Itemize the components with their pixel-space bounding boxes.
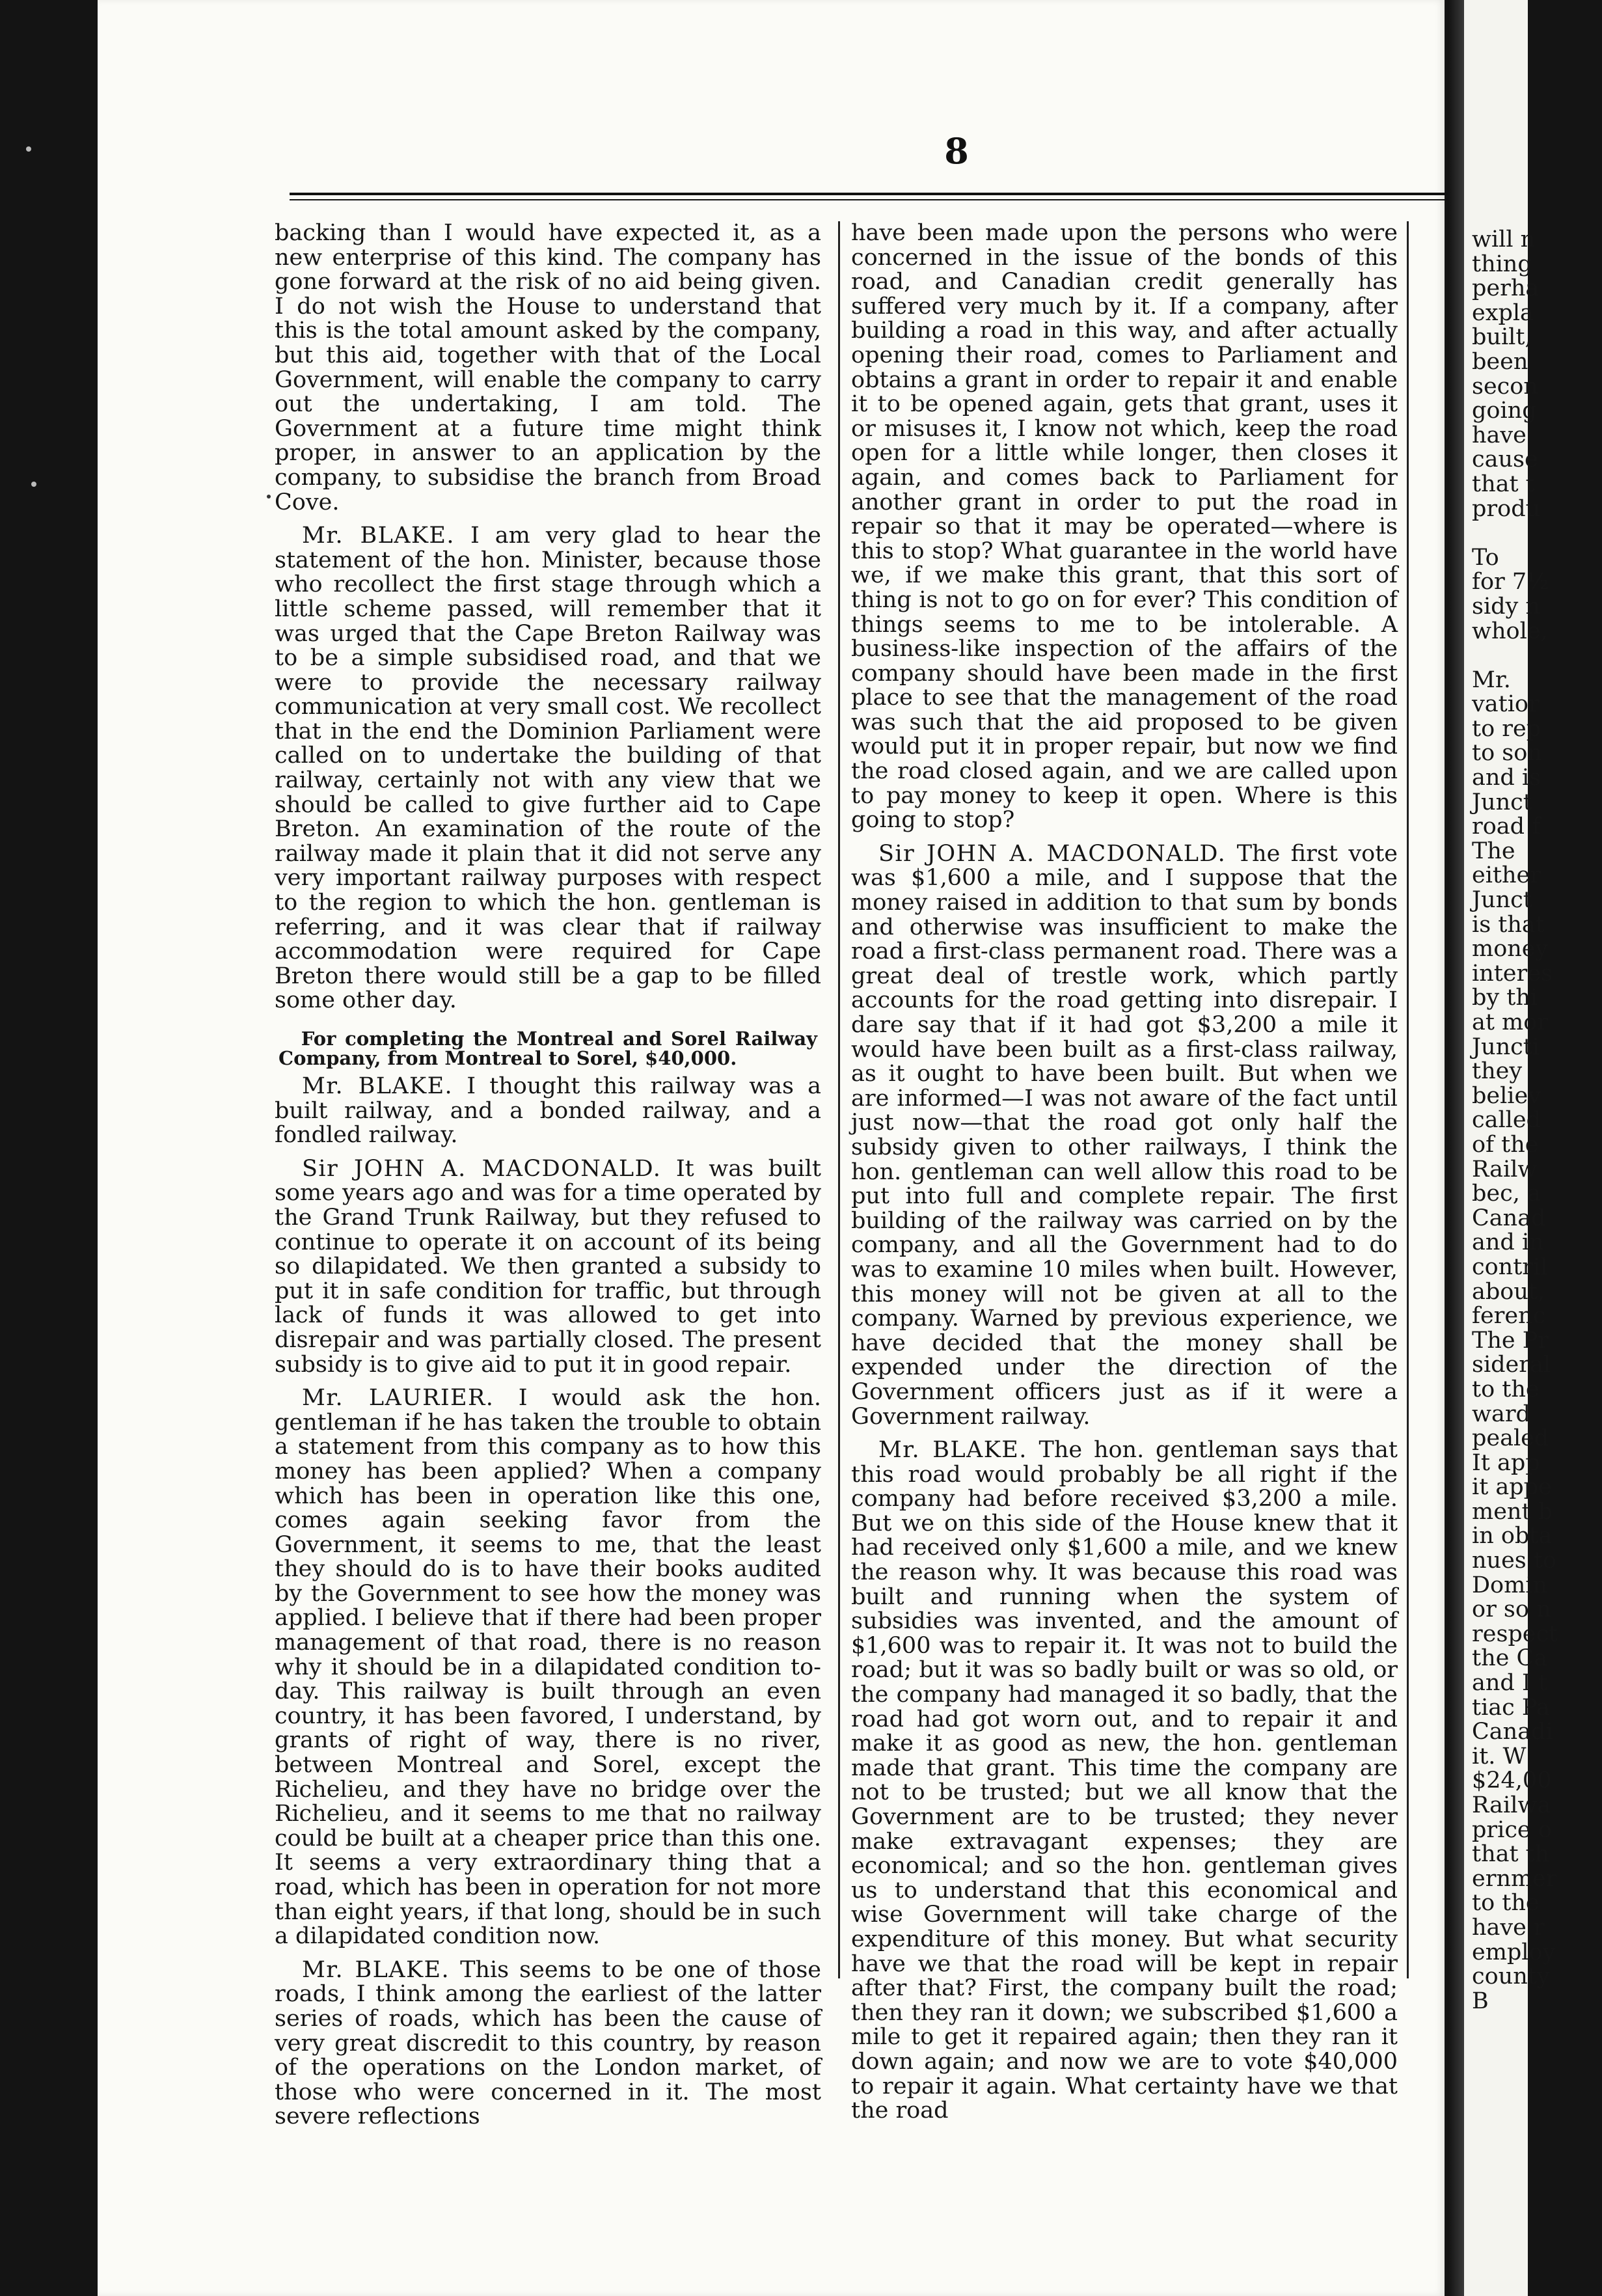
adjacent-page-line: ward xyxy=(1472,1401,1530,1427)
adjacent-page-line: it. W xyxy=(1472,1743,1527,1770)
paragraph xyxy=(851,1438,1398,2124)
paragraph-text: It was built some years ago and was for a time operated by the Grand Trunk Railway, but they refused to continue to operate it on account of its being so dilapidated. We then granted a subsidy to put it in safe condition for traffic, but through lack of funds it was allowed to get into disrepair and was partially closed. The present subsidy is to give aid to put it in good repair. xyxy=(275,1155,821,1378)
paragraph xyxy=(275,1958,821,2129)
adjacent-page-line: called xyxy=(1472,1107,1541,1134)
paragraph-text: I thought this railway was a built railway, and a bonded railway, and a fondled railway. xyxy=(275,1073,821,1149)
text-column-right xyxy=(851,220,1398,2124)
adjacent-page-line: either xyxy=(1472,862,1541,889)
paragraph-text: I would ask the hon. gentleman if he has taken the trouble to obtain a statement from this company as to how this money has been applied? When a company which has been in operation like this one, comes again seeking favor from the Government, it seems to me, that the least they should do is to have their books audited by the Government to see how the money was applied. I believe that if there had been proper management of that road, there is no reason why it should be in a dilapidated condition to-day. This railway is built through an even country, it has been favored, I understand, by grants of right of way, there is no river, between Montreal and Sorel, except the Richelieu, and they have no bridge over the Richelieu, and it seems to me that no railway could be built at a cheaper price than this one. It seems a very extraordinary thing that a road, which has been in operation for not more than eight years, if that long, should be in such a dilapidated condition now. xyxy=(275,1385,821,1950)
scan-speck xyxy=(31,482,36,487)
adjacent-page-line: about, xyxy=(1472,1278,1545,1305)
adjacent-page-line: that th xyxy=(1472,1841,1550,1868)
adjacent-page-line: to the xyxy=(1472,1376,1540,1402)
adjacent-page-line: produ xyxy=(1472,495,1541,522)
adjacent-page-line: is that xyxy=(1472,911,1545,938)
page-number: 8 xyxy=(944,130,969,172)
adjacent-page-line: nues to xyxy=(1472,1548,1557,1574)
adjacent-page-line: ferenc xyxy=(1472,1303,1546,1330)
adjacent-page-line: interes xyxy=(1472,960,1553,987)
adjacent-page-line: To xyxy=(1472,544,1499,571)
adjacent-page-line: that t xyxy=(1472,471,1535,497)
adjacent-page-line: employ xyxy=(1472,1939,1556,1965)
adjacent-page-line: Railw xyxy=(1472,1156,1538,1182)
adjacent-page-line: Railwa xyxy=(1472,1792,1551,1818)
adjacent-page-line: Canadi xyxy=(1472,1719,1553,1745)
paragraph xyxy=(851,221,1398,833)
scan-speck xyxy=(26,146,31,152)
header-rule-top xyxy=(290,193,1513,195)
adjacent-page-line: thing xyxy=(1472,251,1532,277)
adjacent-page-line: at mor xyxy=(1472,1009,1549,1035)
adjacent-page-line: and I t xyxy=(1472,1670,1547,1697)
adjacent-page-line: believ xyxy=(1472,1082,1541,1109)
item-heading: For completing the Montreal and Sorel Railway Company, from Montreal to Sorel, $40,000. xyxy=(278,1028,817,1069)
adjacent-page-line: respect xyxy=(1472,1620,1558,1647)
adjacent-page-line: of the xyxy=(1472,1131,1539,1158)
adjacent-page-line: it appe xyxy=(1472,1474,1552,1501)
adjacent-page-line: $24,00 xyxy=(1472,1768,1552,1794)
adjacent-page-line: expla xyxy=(1472,299,1534,326)
adjacent-page-line: going xyxy=(1472,398,1537,424)
adjacent-page-line: for 7½ xyxy=(1472,569,1549,595)
speaker-name: Sir JOHN A. MACDONALD. xyxy=(302,1155,662,1182)
adjacent-page-line: B xyxy=(1472,1988,1489,2014)
adjacent-page-line: built, xyxy=(1472,324,1532,351)
paragraph-text: The hon. gentleman says that this road would probably be all right if the company had before received $3,200 a mile. But we on this side of the House knew that it had received only $1,600 a mile, and we knew the reason why. It was because this road was built and running when the system of subsidies was invented, and the amount of $1,600 was to repair it. It was not to build the road; but it was so badly built or was so old, or the company had managed it so badly, that the road had got worn out, and to repair it and make it as good as new, the hon. gentleman made that grant. This time the company are not to be trusted; but we all know that the Government are to be trusted; they never make extravagant expenses; they are economical; and so the hon. gentleman gives us to understand that this economical and wise Government will take charge of the expenditure of this money. But what security have we that the road will be kept in repair after that? First, the company built the road; then they ran it down; we subscribed $1,600 a mile to get it repaired again; then they ran it down again; and now we are to vote $40,000 to repair it again. What certainty have we that the road xyxy=(851,1437,1398,2124)
adjacent-page-line: by thi xyxy=(1472,985,1538,1011)
adjacent-page-line: cause xyxy=(1472,446,1538,473)
adjacent-page-line: Domin xyxy=(1472,1572,1548,1598)
adjacent-page-line: county xyxy=(1472,1963,1550,1990)
adjacent-page-line: have r xyxy=(1472,1914,1545,1941)
adjacent-page-line: pealed xyxy=(1472,1425,1549,1452)
column-divider xyxy=(838,221,840,1978)
adjacent-page-line: Canad xyxy=(1472,1205,1546,1231)
adjacent-page-edge xyxy=(1464,0,1558,2296)
adjacent-page-line: will n xyxy=(1472,226,1536,253)
adjacent-page-line: Junct xyxy=(1472,887,1532,914)
adjacent-page-line: road f xyxy=(1472,813,1541,840)
adjacent-page-line: or so n xyxy=(1472,1596,1551,1623)
paragraph-text: I am very glad to hear the statement of the hon. Minister, because those who recollect the first stage through which a little scheme passed, will remember that it was urged that the Cape Breton Railway was to be a simple subsidised road, and that we were to provide the necessary railway communication at very small cost. We recollect that in the end the Dominion Parliament were called on to undertake the building of that railway, certainly not with any view that we should be called to give further aid to Cape Breton. An examination of the route of the railway made it plain that it did not serve any very important railway purposes with respect to the region to which the hon. gentleman is referring, and it was clear that if railway accommodation were required for Cape Breton there would still be a gap to be filled some other day. xyxy=(275,523,821,1014)
adjacent-page-line: in obta xyxy=(1472,1523,1553,1550)
speaker-name: Mr. BLAKE. xyxy=(302,523,455,549)
adjacent-page-line: sideral xyxy=(1472,1352,1551,1378)
adjacent-page-line: It app xyxy=(1472,1449,1540,1476)
paragraph-text: backing than I would have expected it, as a new enterprise of this kind. The company has gone forward at the risk of no aid being given. I do not wish the House to understand that this is the total amount asked by the company, but this aid, together with that of the Local Government, will enable the company to carry out the undertaking, I am told. The Government at a future time might think proper, in answer to an application by the company, to subsidise the branch from Broad Cove. xyxy=(275,220,821,515)
adjacent-page-line: The Pr xyxy=(1472,1327,1549,1354)
adjacent-page-line: tiac Pa xyxy=(1472,1694,1550,1721)
adjacent-page-line: whole, xyxy=(1472,618,1548,644)
adjacent-page-line: to rep xyxy=(1472,715,1541,742)
adjacent-page-line: they xyxy=(1472,1058,1523,1085)
adjacent-page-line: to the xyxy=(1472,1890,1540,1917)
paragraph xyxy=(275,221,821,515)
adjacent-page-line: price o xyxy=(1472,1816,1552,1843)
paragraph xyxy=(275,1386,821,1949)
column-divider-right xyxy=(1407,221,1409,1978)
adjacent-page-line xyxy=(1472,521,1602,546)
adjacent-page-line: the Ca xyxy=(1472,1645,1548,1672)
scan-speck xyxy=(267,495,271,499)
adjacent-page-line: and in xyxy=(1472,1229,1544,1256)
adjacent-page-line: have xyxy=(1472,422,1527,448)
speaker-name: Sir JOHN A. MACDONALD. xyxy=(878,840,1227,867)
adjacent-page-line: contril xyxy=(1472,1253,1548,1280)
adjacent-page-line: perha xyxy=(1472,275,1540,302)
adjacent-page-line: ernmer xyxy=(1472,1865,1557,1892)
paragraph-text: The first vote was $1,600 a mile, and I suppose that the money raised in addition to that sum by bonds and otherwise was insufficient to make the road a first-class permanent road. There was a great deal of trestle work, which partly accounts for the road getting into disrepair. I dare say that if it had got $3,200 a mile it would have been built as a first-class railway, as it ought to have been built. But when we are informed—I was not aware of the fact until just now—that the road got only half the subsidy given to other railways, I think the hon. gentleman can well allow this road to be put into full and complete repair. The first building of the railway was carried on by the company, and all the Government had to do was to examine 10 miles when built. However, this money will not be given at all to the company. Warned by previous experience, we have decided that the money shall be expended under the direction of the Government officers just as if it were a Government railway. xyxy=(851,840,1398,1430)
paragraph xyxy=(275,1074,821,1148)
adjacent-page-line: to son xyxy=(1472,740,1542,767)
adjacent-page-line xyxy=(1472,644,1602,668)
header-rule-bottom xyxy=(290,199,1513,200)
adjacent-page-line: The xyxy=(1472,838,1515,864)
adjacent-page-line: bec, a xyxy=(1472,1181,1541,1207)
speaker-name: Mr. BLAKE. xyxy=(302,1956,450,1983)
speaker-name: Mr. BLAKE. xyxy=(878,1437,1027,1464)
adjacent-page-line: money xyxy=(1472,936,1549,963)
adjacent-page-line: been xyxy=(1472,348,1528,375)
text-column-left xyxy=(275,220,821,2130)
adjacent-page-line: vatior xyxy=(1472,691,1540,718)
adjacent-page-line: and is xyxy=(1472,765,1541,791)
speaker-name: Mr. LAURIER. xyxy=(302,1385,495,1412)
adjacent-page-line: Junct xyxy=(1472,789,1532,815)
paragraph xyxy=(275,524,821,1013)
adjacent-page-text xyxy=(1472,228,1602,2014)
paragraph-text: This seems to be one of those roads, I think among the earliest of the latter series of roads, which has been the cause of very great discredit to this country, by reason of the operations on the London market, of those who were concerned in it. The most severe reflections xyxy=(275,1956,821,2130)
paragraph xyxy=(851,842,1398,1429)
paragraph xyxy=(275,1157,821,1377)
adjacent-page-line: sidy n xyxy=(1472,593,1540,620)
document-page xyxy=(98,0,1445,2296)
speaker-name: Mr. BLAKE. xyxy=(302,1073,454,1099)
adjacent-page-line: ment b xyxy=(1472,1498,1553,1525)
adjacent-page-line: secon xyxy=(1472,373,1538,400)
page-gutter-shadow xyxy=(1448,0,1464,2296)
paragraph-text: have been made upon the persons who were concerned in the issue of the bonds of this road, and Canadian credit generally has suffered very much by it. If a company, after building a road in this way, and after actually opening their road, comes to Parliament and obtains a grant in order to repair it and enable it to be opened again, gets that grant, uses it or misuses it, I know not which, keep the road open for a little while longer, then closes it again, and comes back to Parliament for another grant in order to put the road in repair so that it may be operated—where is this to stop? What guarantee in the world have we, if we make this grant, that this sort of thing is not to go on for ever? This condition of things seems to me to be intolerable. A business-like inspection of the affairs of the company should have been made in the first place to see that the management of the road was such that the aid proposed to be given would put it in proper repair, but now we find the road closed again, and we are called upon to pay money to keep it open. Where is this going to stop? xyxy=(851,220,1398,834)
adjacent-page-line: Mr. xyxy=(1472,666,1511,693)
adjacent-page-line: Juncti xyxy=(1472,1033,1540,1060)
